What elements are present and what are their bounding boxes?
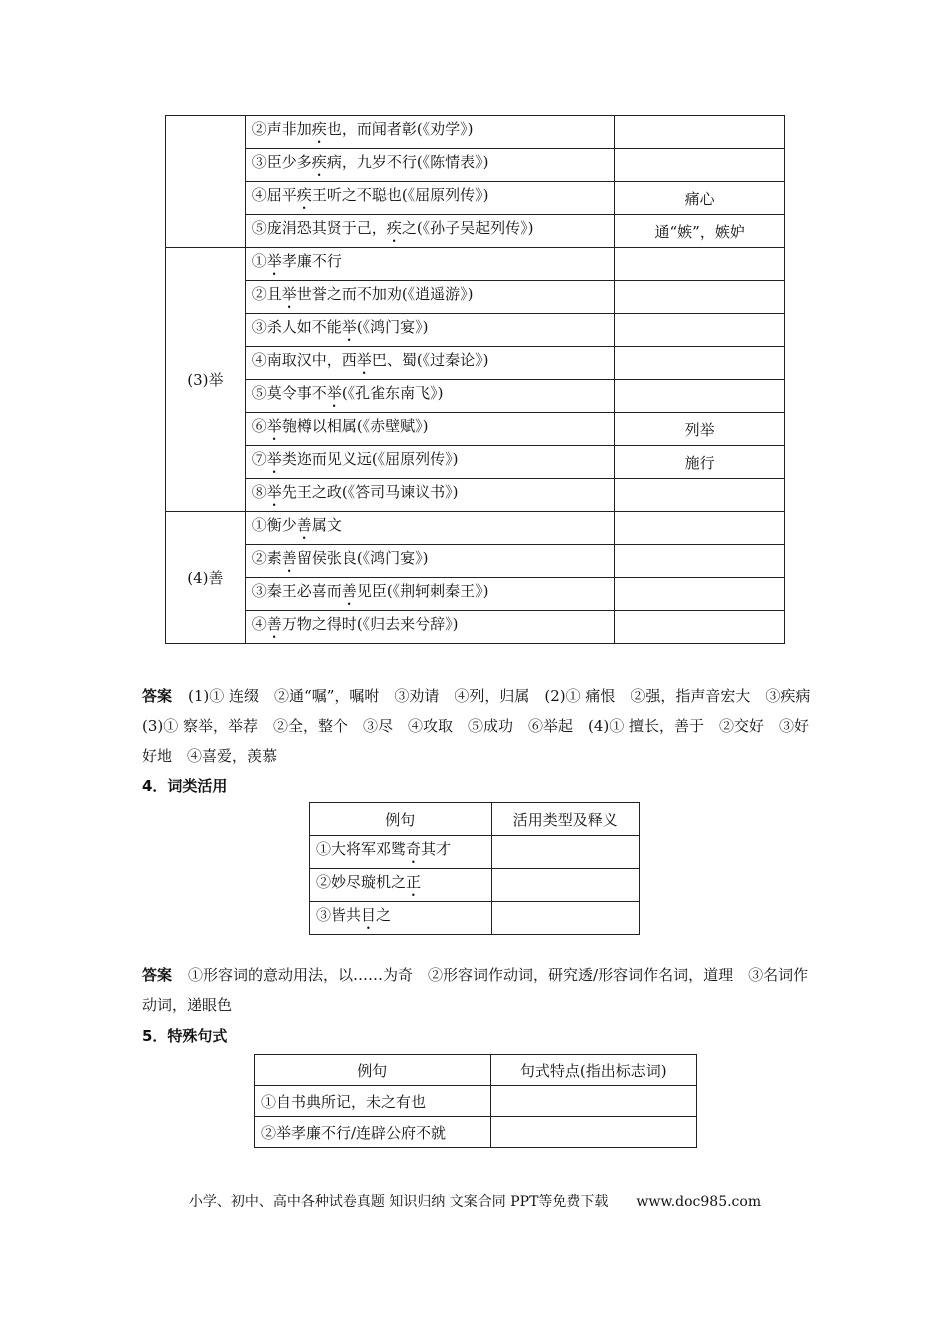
answer-cell (490, 1086, 696, 1117)
answer-cell (615, 248, 785, 281)
header-cell: 句式特点(指出标志词) (490, 1055, 696, 1086)
answer-cell: 痛心 (615, 182, 785, 215)
example-cell (245, 512, 615, 545)
dotted-character: 举 (341, 317, 357, 336)
example-text: 也，而闻者彰(《劝学》) (326, 119, 474, 138)
dotted-character: 举 (356, 350, 372, 369)
answer-cell (615, 611, 785, 644)
example-text: 见臣(《荆轲刺秦王》) (356, 581, 489, 600)
answer-cell: 列举 (615, 413, 785, 446)
table-row (166, 479, 785, 512)
table-row (166, 611, 785, 644)
group-cell-ju: (3)举 (166, 248, 246, 512)
dotted-character: 善 (341, 581, 357, 600)
example-text: 留侯张良(《鸿门宴》) (296, 548, 429, 567)
dotted-character: 奇 (406, 839, 422, 858)
example-cell (245, 314, 615, 347)
answer-text: (1)① 连缀 ②通“嘱”，嘱咐 ③劝请 ④列，归属 (2)① 痛恨 ②强，指声音宏大 ③疾病 (3)① 察举，举荐 ②全，整个 ③尽 ④攻取 ⑤成功 ⑥举起 (4)① 擅长，善于 ②交好 ③好好地 ④喜爱，羡慕 (142, 687, 826, 765)
example-cell (310, 869, 492, 902)
table-row (255, 1117, 697, 1148)
example-cell (245, 116, 615, 149)
dotted-character: 举 (266, 482, 282, 501)
example-text: ⑤莫令事不 (251, 383, 327, 402)
example-cell (245, 347, 615, 380)
example-text: ⑦ (251, 449, 267, 468)
answer-cell (491, 836, 639, 869)
example-cell: ②举孝廉不行/连辟公府不就 (255, 1117, 491, 1148)
answer-cell (615, 545, 785, 578)
dotted-character: 举 (266, 416, 282, 435)
answer-block-2 (142, 960, 822, 1020)
example-cell (310, 902, 492, 935)
dotted-character: 疾 (386, 218, 402, 237)
table-row (166, 215, 785, 248)
dotted-character: 举 (281, 284, 297, 303)
answer-label: 答案 (142, 966, 173, 984)
example-cell (245, 578, 615, 611)
example-text: ⑧ (251, 482, 267, 501)
group-cell-ji (166, 116, 246, 248)
word-meaning-table (165, 115, 785, 644)
answer-cell (615, 578, 785, 611)
table-row (166, 281, 785, 314)
answer-cell (615, 314, 785, 347)
example-text: ④南取汉中，西 (251, 350, 357, 369)
example-cell (245, 149, 615, 182)
answer-cell (615, 149, 785, 182)
example-cell (245, 248, 615, 281)
table-row (166, 116, 785, 149)
example-text: ①大将军邓骘 (316, 839, 407, 858)
answer-cell (615, 116, 785, 149)
table-row (166, 248, 785, 281)
dotted-character: 善 (281, 548, 297, 567)
example-cell (245, 215, 615, 248)
example-text: 孝廉不行 (281, 251, 342, 270)
dotted-character: 善 (296, 515, 312, 534)
answer-cell (615, 281, 785, 314)
sentence-pattern-table (254, 1054, 697, 1148)
example-text: 世誉之而不加劝(《逍遥游》) (296, 284, 474, 303)
example-cell (245, 413, 615, 446)
table-row (310, 869, 640, 902)
example-cell (245, 545, 615, 578)
example-cell (245, 380, 615, 413)
table-row (166, 446, 785, 479)
example-text: (《鸿门宴》) (356, 317, 429, 336)
example-text: 之 (376, 905, 392, 924)
word-usage-table (309, 802, 640, 935)
section-heading-4: 4．词类活用 (142, 777, 228, 795)
example-cell: ①自书典所记，未之有也 (255, 1086, 491, 1117)
table-header-row (255, 1055, 697, 1086)
dotted-character: 正 (406, 872, 422, 891)
table-row (166, 149, 785, 182)
example-text: ①衡少 (251, 515, 297, 534)
example-text: 万物之得时(《归去来兮辞》) (281, 614, 459, 633)
header-cell: 例句 (310, 803, 492, 836)
answer-cell (615, 347, 785, 380)
table-row (166, 380, 785, 413)
example-text: ③杀人如不能 (251, 317, 342, 336)
group-cell-shan: (4)善 (166, 512, 246, 644)
dotted-character: 举 (266, 449, 282, 468)
example-text: 属文 (311, 515, 342, 534)
example-cell (245, 182, 615, 215)
example-text: 类迩而见义远(《屈原列传》) (281, 449, 459, 468)
answer-cell (615, 380, 785, 413)
example-cell (245, 611, 615, 644)
dotted-character: 疾 (311, 152, 327, 171)
dotted-character: 疾 (311, 119, 327, 138)
example-text: ②声非加 (251, 119, 312, 138)
dotted-character: 举 (326, 383, 342, 402)
table-row (255, 1086, 697, 1117)
example-text: 巴、蜀(《过秦论》) (371, 350, 489, 369)
table-row (166, 182, 785, 215)
example-text: ②且 (251, 284, 282, 303)
example-text: ③秦王必喜而 (251, 581, 342, 600)
answer-block-1 (142, 681, 826, 771)
dotted-character: 善 (266, 614, 282, 633)
example-text: 其才 (421, 839, 452, 858)
example-text: 病，九岁不行(《陈情表》) (326, 152, 489, 171)
table-row (310, 836, 640, 869)
example-text: 王听之不聪也(《屈原列传》) (311, 185, 489, 204)
example-text: ⑤庞涓恐其贤于己， (251, 218, 387, 237)
answer-cell (615, 512, 785, 545)
header-cell: 活用类型及释义 (491, 803, 639, 836)
dotted-character: 目 (361, 905, 377, 924)
section-heading-5: 5．特殊句式 (142, 1027, 228, 1045)
answer-cell (615, 479, 785, 512)
table-row (310, 902, 640, 935)
table-row (166, 578, 785, 611)
table-row (166, 545, 785, 578)
example-cell (245, 446, 615, 479)
dotted-character: 举 (266, 251, 282, 270)
example-text: ① (251, 251, 267, 270)
header-cell: 例句 (255, 1055, 491, 1086)
table-row (166, 347, 785, 380)
answer-cell (490, 1117, 696, 1148)
example-text: 匏樽以相属(《赤壁赋》) (281, 416, 429, 435)
dotted-character: 疾 (296, 185, 312, 204)
page-footer: 小学、初中、高中各种试卷真题 知识归纳 文案合同 PPT等免费下载 www.doc985.com (188, 1194, 762, 1210)
answer-cell: 施行 (615, 446, 785, 479)
example-text: ②素 (251, 548, 282, 567)
example-cell (245, 479, 615, 512)
example-text: ④屈平 (251, 185, 297, 204)
answer-cell (491, 902, 639, 935)
example-text: 先王之政(《答司马谏议书》) (281, 482, 459, 501)
example-text: 之(《孙子吴起列传》) (401, 218, 534, 237)
table-row (166, 512, 785, 545)
example-text: ③皆共 (316, 905, 362, 924)
table-header-row (310, 803, 640, 836)
table-row (166, 413, 785, 446)
answer-text: ①形容词的意动用法，以……为奇 ②形容词作动词，研究透/形容词作名词，道理 ③名词作动词，递眼色 (142, 966, 809, 1014)
example-text: (《孔雀东南飞》) (341, 383, 444, 402)
example-cell (310, 836, 492, 869)
table-row (166, 314, 785, 347)
example-text: ②妙尽璇机之 (316, 872, 407, 891)
example-cell (245, 281, 615, 314)
example-text: ③臣少多 (251, 152, 312, 171)
example-text: ⑥ (251, 416, 267, 435)
answer-cell (491, 869, 639, 902)
answer-cell: 通“嫉”，嫉妒 (615, 215, 785, 248)
example-text: ④ (251, 614, 267, 633)
answer-label: 答案 (142, 687, 173, 705)
